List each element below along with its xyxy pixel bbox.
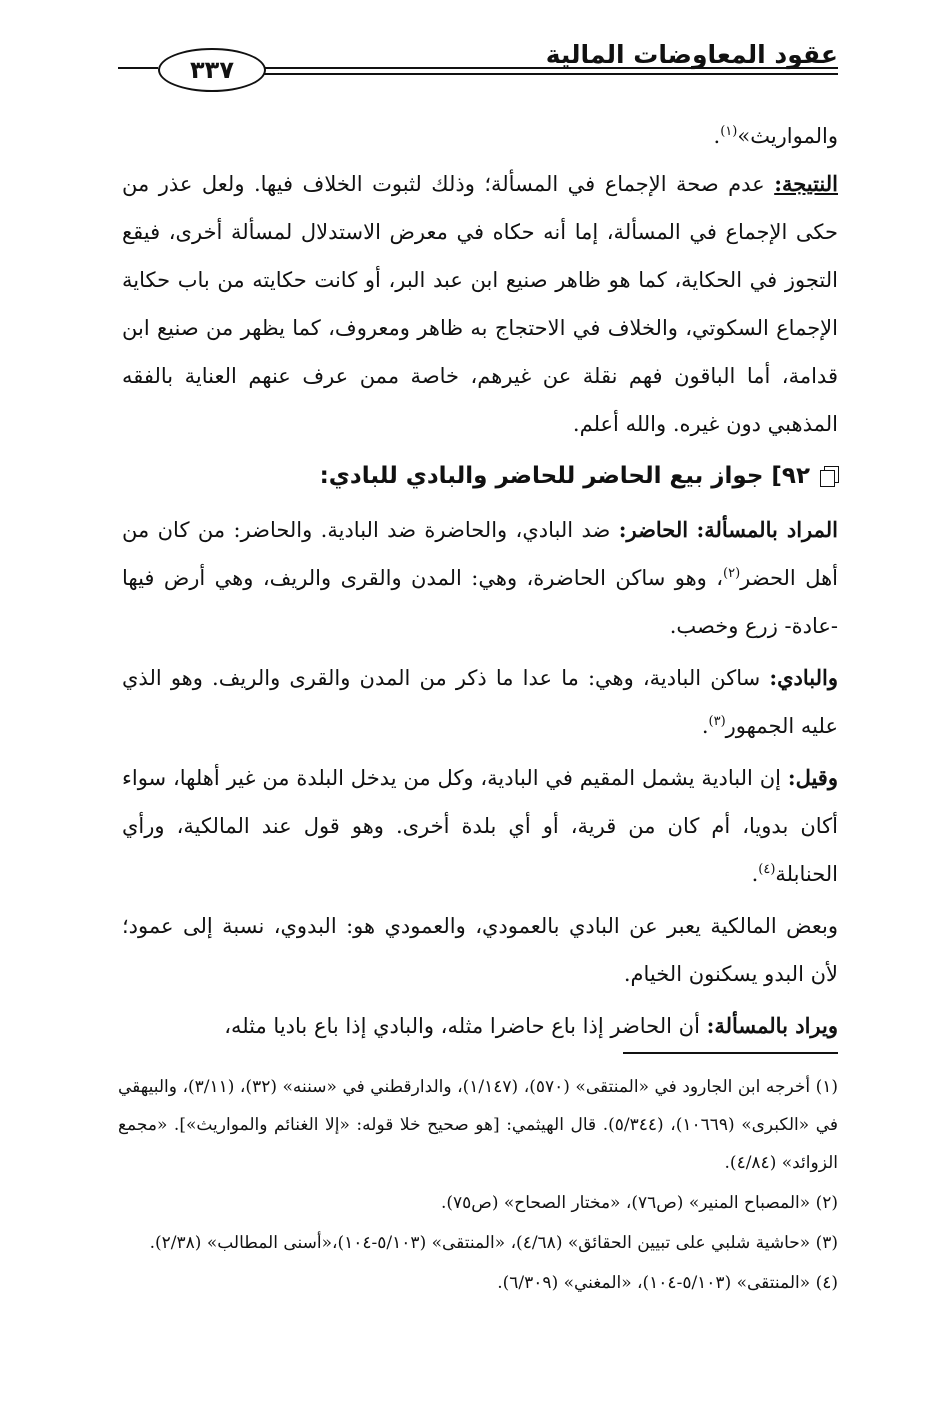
header-rule-bottom bbox=[218, 73, 838, 75]
paragraph-badi bbox=[122, 654, 838, 750]
paragraph-end: . bbox=[751, 862, 759, 886]
paragraph-text: إن البادية يشمل المقيم في البادية، وكل من يدخل البلدة من غير أهلها، سواء أكان بدويا، أم كان من قرية، أو أي بلدة أخرى. وهو قول عند المالكية، ورأي الحنابلة bbox=[122, 766, 838, 886]
footnote-4: (٤) «المنتقى» (٥/١٠٣-١٠٤)، «المغني» (٦/٣٠٩). bbox=[497, 1273, 838, 1293]
result-label: النتيجة: bbox=[774, 171, 838, 196]
book-icon bbox=[820, 466, 838, 486]
footnote-2: (٢) «المصباح المنير» (ص٧٦)، «مختار الصحاح» (ص٧٥). bbox=[440, 1193, 838, 1213]
section-heading-text: ٩٢] جواز بيع الحاضر للحاضر والبادي للبادي: bbox=[319, 463, 810, 489]
footnote-ref-1[interactable]: (١) bbox=[720, 124, 738, 139]
main-text bbox=[122, 112, 838, 1054]
footnote-separator bbox=[623, 1052, 838, 1054]
page-header bbox=[118, 34, 838, 84]
badi-label: والبادي: bbox=[769, 665, 838, 690]
page-number: ٣٣٧ bbox=[158, 48, 266, 92]
section-heading bbox=[122, 452, 838, 500]
footnote-1: (١) أخرجه ابن الجارود في «المنتقى» (٥٧٠)، (١/١٤٧)، والدارقطني في «سننه» (٣٢)، (٣/١١)، والبيهقي في «الكبرى» (١٠٦٦٩)، (٥/٣٤٤). قال الهيثمي: [هو صحيح خلا قوله: «إلا الغنائم والمواريث»]. «مجمع الزوائد» (٤/٨٤). bbox=[118, 1077, 839, 1173]
footnote-3: (٣) «حاشية شلبي على تبيين الحقائق» (٤/٦٨)، «المنتقى» (٥/١٠٣-١٠٤)،«أسنى المطالب» (٢/٣٨). bbox=[149, 1233, 838, 1253]
running-title: عقود المعاوضات المالية bbox=[545, 40, 838, 69]
paragraph-definition bbox=[122, 506, 838, 650]
footnote-ref-3[interactable]: (٣) bbox=[708, 714, 726, 729]
qila-label: وقيل: bbox=[787, 765, 838, 790]
footnotes bbox=[118, 1068, 838, 1304]
yurad-label: ويراد بالمسألة: bbox=[706, 1013, 838, 1038]
paragraph-text: أن الحاضر إذا باع حاضرا مثله، والبادي إذا باع باديا مثله، bbox=[224, 1014, 707, 1038]
header-rule-left bbox=[118, 67, 158, 69]
paragraph-text: والمواريث» bbox=[737, 124, 838, 148]
hadir-label: الحاضر: bbox=[618, 517, 689, 542]
paragraph-end: . bbox=[701, 714, 709, 738]
paragraph-result bbox=[122, 160, 838, 448]
paragraph-malikiyya: وبعض المالكية يعبر عن البادي بالعمودي، والعمودي هو: البدوي، نسبة إلى عمود؛ لأن البدو يسكنون الخيام. bbox=[122, 914, 838, 986]
paragraph-text: ضد البادي، والحاضرة ضد البادية. والحاضر: من كان من أهل الحضر bbox=[122, 518, 839, 590]
paragraph-text: عدم صحة الإجماع في المسألة؛ وذلك لثبوت الخلاف فيها. ولعل عذر من حكى الإجماع في المسألة، إما أنه حكاه في معرض الاستدلال لمسألة أخرى، فيقع التجوز في الحكاية، كما هو ظاهر صنيع ابن عبد البر، أو كانت حكايته من باب حكاية الإجماع السكوتي، والخلاف في الاحتجاج به ظاهر ومعروف، كما يظهر من صنيع ابن قدامة، أما الباقون فهم نقلة عن غيرهم، خاصة ممن عرف عنهم العناية بالفقه المذهبي دون غيره. والله أعلم. bbox=[122, 172, 838, 436]
paragraph-text: ساكن البادية، وهي: ما عدا ما ذكر من المدن والقرى والريف. وهو الذي عليه الجمهور bbox=[122, 666, 838, 738]
paragraph-text-cont: ، وهو ساكن الحاضرة، وهي: المدن والقرى والريف، وهي أرض فيها -عادة- زرع وخصب. bbox=[122, 566, 838, 638]
paragraph-yurad bbox=[122, 1002, 838, 1050]
footnote-ref-4[interactable]: (٤) bbox=[758, 862, 776, 877]
definition-label: المراد بالمسألة: bbox=[696, 517, 838, 542]
paragraph-continuation bbox=[122, 112, 838, 160]
footnote-ref-2[interactable]: (٢) bbox=[723, 566, 741, 581]
paragraph-qila bbox=[122, 754, 838, 898]
paragraph-end: . bbox=[713, 124, 721, 148]
